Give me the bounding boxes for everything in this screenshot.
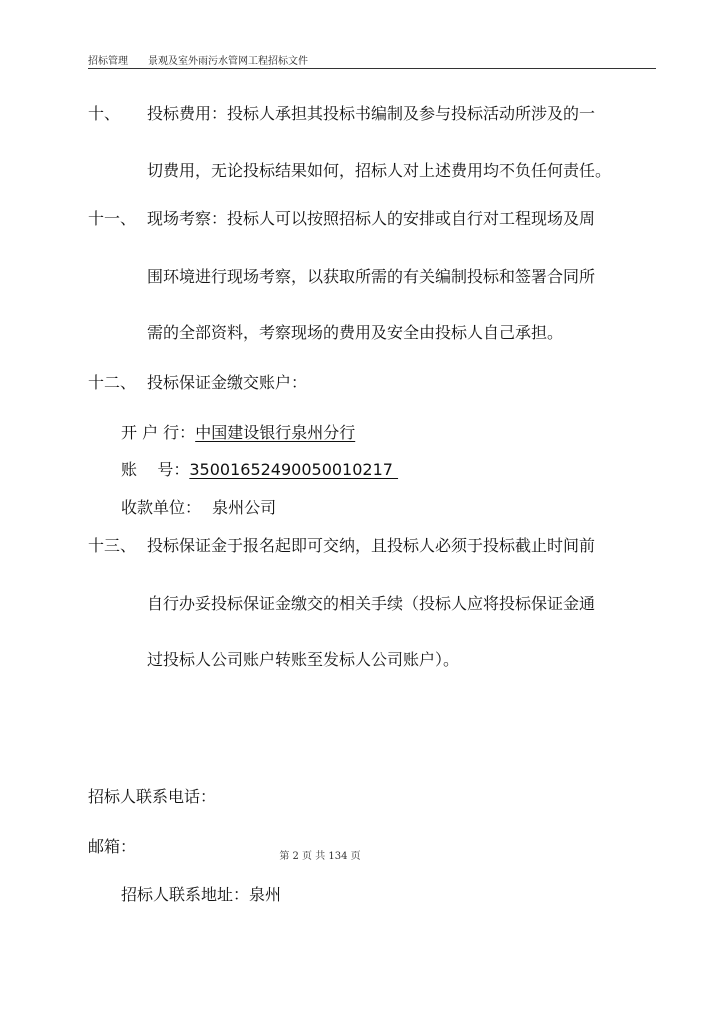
section-11-line-3: 需的全部资料，考察现场的费用及安全由投标人自己承担。 — [147, 323, 564, 342]
contact-address-row — [121, 884, 281, 906]
header-left-text: 招标管理 — [88, 56, 128, 67]
section-12-line-1: 投标保证金缴交账户： — [147, 373, 308, 392]
section-number-12: 十二、 — [88, 373, 137, 392]
section-13-line-2: 自行办妥投标保证金缴交的相关手续（投标人应将投标保证金通 — [147, 594, 596, 613]
header-document-title: 景观及室外雨污水管网工程招标文件 — [148, 56, 308, 67]
contact-email-label: 邮箱： — [88, 837, 137, 856]
page-number-footer: 第 2 页 共 134 页 — [279, 851, 361, 862]
page-header — [88, 50, 656, 69]
payee-value: 泉州公司 — [212, 498, 277, 517]
bank-label: 开 户 行： — [121, 423, 196, 442]
section-11-line-1: 现场考察：投标人可以按照招标人的安排或自行对工程现场及周 — [147, 209, 596, 228]
account-number-label: 账 号： — [121, 460, 190, 479]
contact-address-value: 泉州 — [249, 885, 282, 904]
payee-row — [121, 497, 276, 519]
section-11-line-2: 围环境进行现场考察，以获取所需的有关编制投标和签署合同所 — [147, 267, 596, 286]
section-10-line-2: 切费用，无论投标结果如何，招标人对上述费用均不负任何责任。 — [147, 161, 612, 180]
section-13-line-1: 投标保证金于报名起即可交纳，且投标人必须于投标截止时间前 — [147, 536, 596, 555]
section-13-line-3: 过投标人公司账户转账至发标人公司账户）。 — [147, 650, 460, 669]
contact-phone-label: 招标人联系电话： — [88, 787, 217, 806]
account-number-row — [121, 459, 398, 481]
section-number-11: 十一、 — [88, 209, 137, 228]
contact-address-label: 招标人联系地址： — [121, 885, 250, 904]
section-number-10: 十、 — [88, 104, 121, 123]
section-10-line-1: 投标费用：投标人承担其投标书编制及参与投标活动所涉及的一 — [147, 104, 596, 123]
section-number-13: 十三、 — [88, 536, 137, 555]
bank-value: 中国建设银行泉州分行 — [195, 423, 356, 442]
bank-row — [121, 422, 355, 444]
account-number-value: 35001652490050010217 — [189, 460, 399, 479]
payee-label: 收款单位： — [121, 498, 202, 517]
